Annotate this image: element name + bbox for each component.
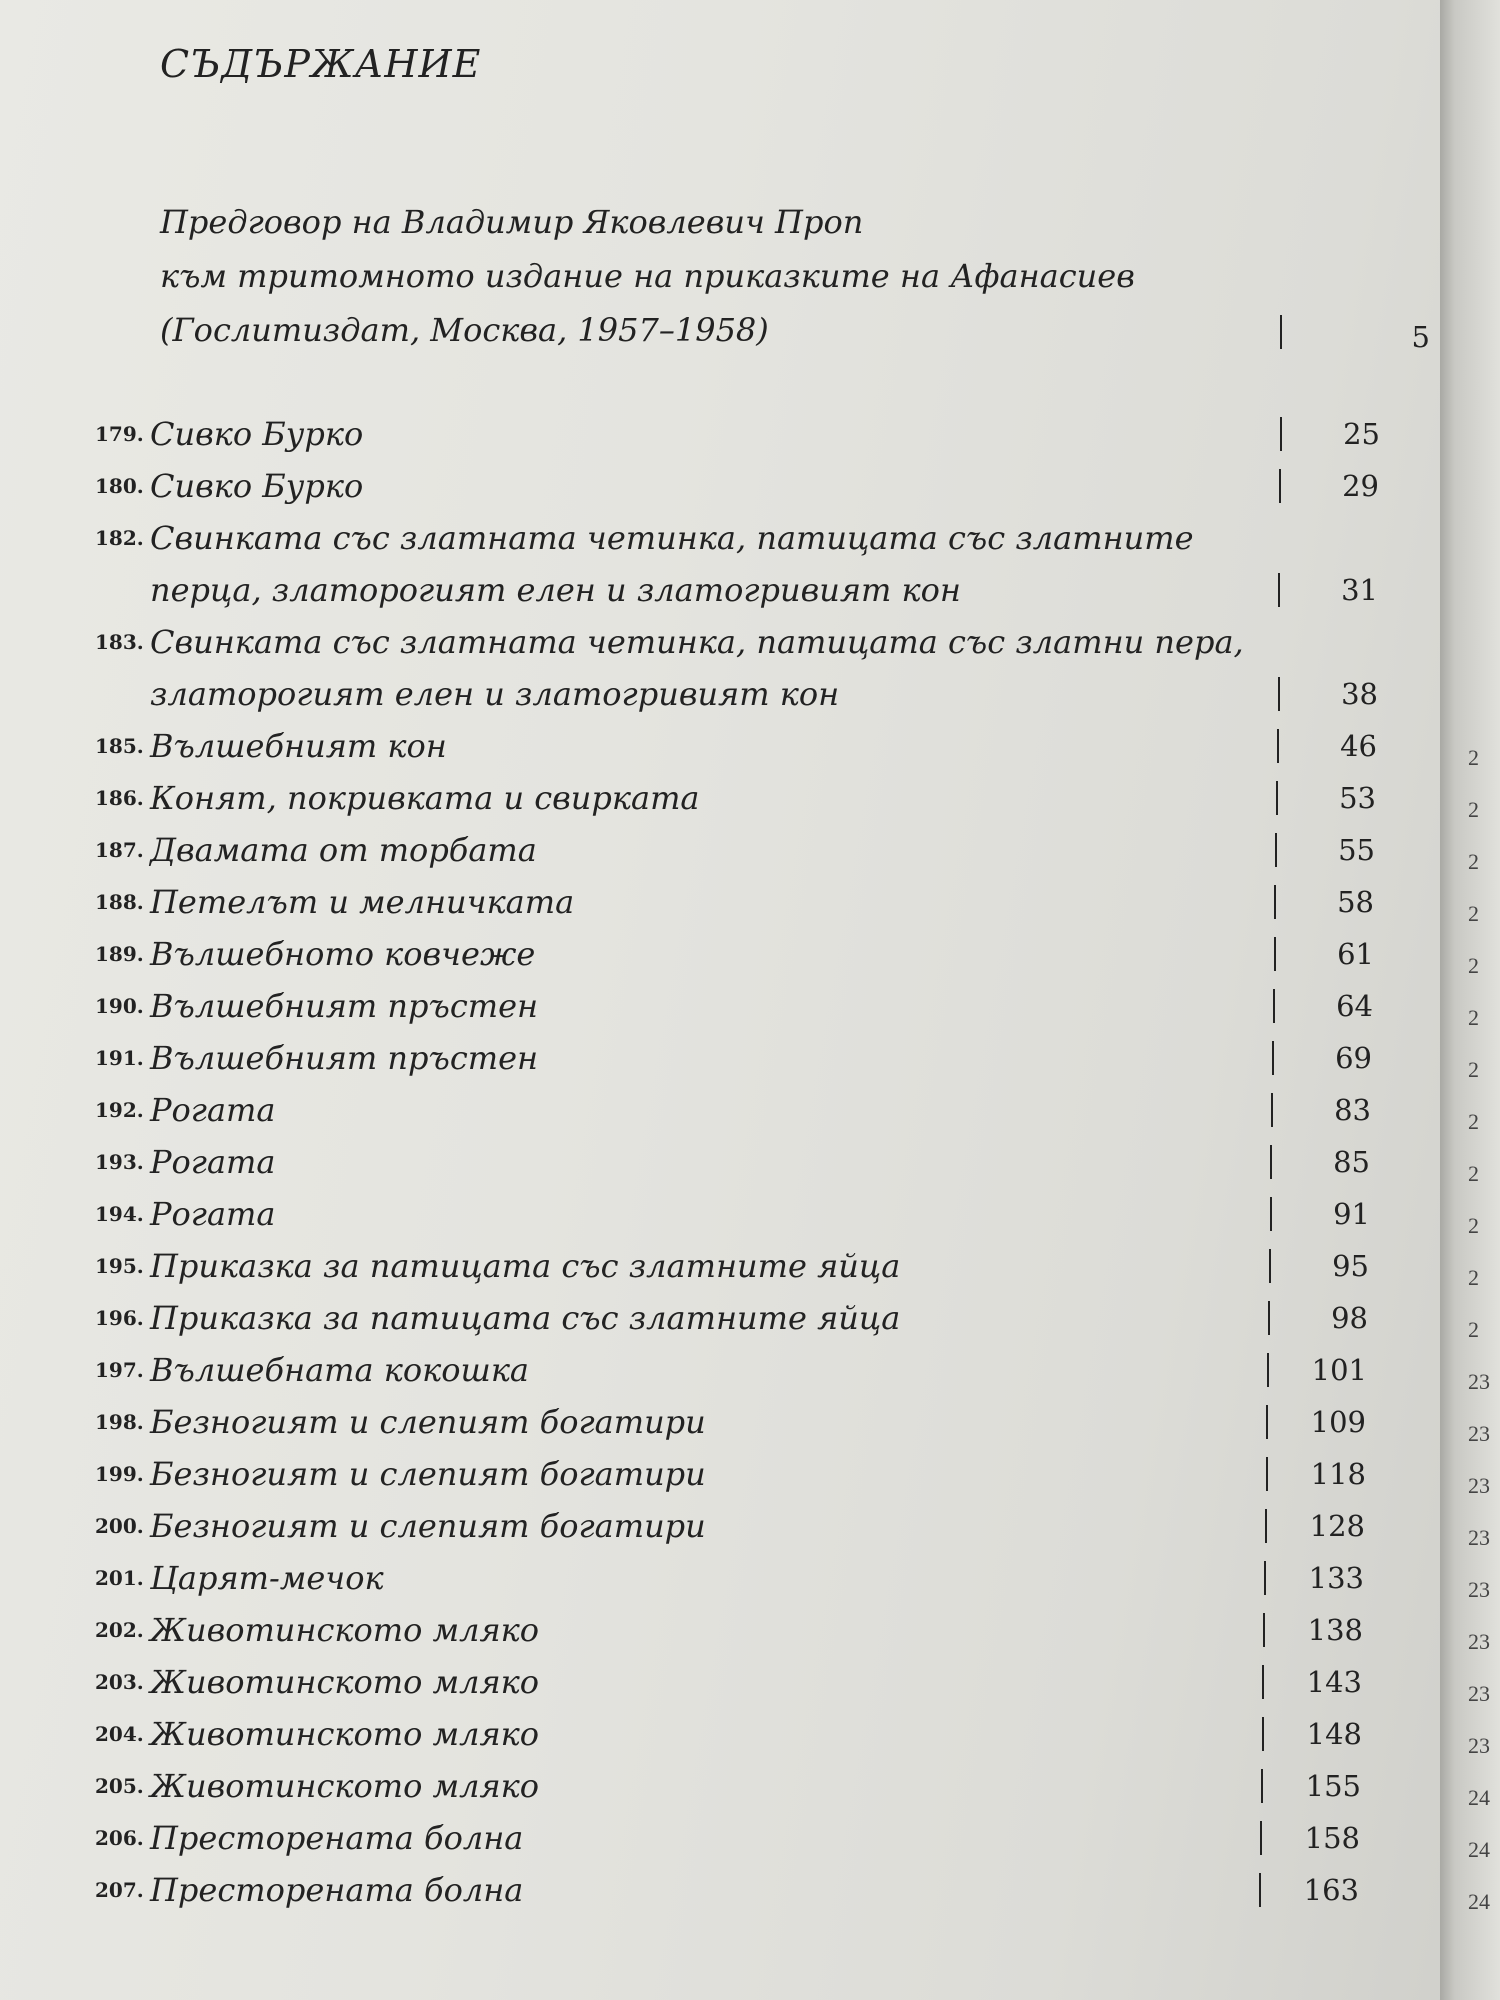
entry-number: 182. (95, 526, 144, 550)
page-separator (1273, 989, 1275, 1023)
toc-entry (0, 408, 1440, 460)
toc-entry (0, 980, 1440, 1032)
entry-title: Безногият и слепият богатири (150, 1455, 706, 1493)
toc-entry (0, 1344, 1440, 1396)
entry-title: Вълшебният пръстен (150, 1039, 539, 1077)
facing-page-number-fragment: 23 (1468, 1421, 1490, 1446)
entry-number: 197. (95, 1358, 144, 1382)
entry-number: 206. (95, 1826, 144, 1850)
entry-title-continued: перца, златорогият елен и златогривият кон (150, 571, 961, 609)
page-separator (1270, 1145, 1272, 1179)
entry-page-number: 85 (1333, 1145, 1370, 1179)
entry-number: 196. (95, 1306, 144, 1330)
entry-title: Двамата от торбата (150, 831, 537, 869)
facing-page-number-fragment: 2 (1468, 849, 1479, 874)
entry-page-number: 101 (1311, 1353, 1367, 1387)
entry-page-number: 163 (1303, 1873, 1359, 1907)
page-separator (1272, 1041, 1274, 1075)
entry-page-number: 83 (1334, 1093, 1371, 1127)
facing-page-number-fragment: 2 (1468, 1317, 1479, 1342)
entry-page-number: 133 (1308, 1561, 1364, 1595)
toc-entry (0, 824, 1440, 876)
facing-page-number-fragment: 2 (1468, 901, 1479, 926)
entry-title: Свинката със златната четинка, патицата със златните (150, 519, 1194, 557)
toc-entry (0, 1448, 1440, 1500)
entry-title: Сивко Бурко (150, 415, 364, 453)
toc-entry (0, 1864, 1440, 1916)
toc-entry (0, 1500, 1440, 1552)
entry-page-number: 29 (1342, 469, 1379, 503)
page-separator (1280, 417, 1282, 451)
facing-page-number-fragment: 2 (1468, 797, 1479, 822)
preface-line: към тритомното издание на приказките на Афанасиев (160, 257, 1135, 295)
entry-title: Приказка за патицата със златните яйца (150, 1247, 901, 1285)
entry-title: Приказка за патицата със златните яйца (150, 1299, 901, 1337)
entry-title: Животинското мляко (150, 1715, 540, 1753)
entry-title: Вълшебният кон (150, 727, 447, 765)
page-separator (1270, 1197, 1272, 1231)
entry-number: 189. (95, 942, 144, 966)
facing-page-number-fragment: 24 (1468, 1785, 1490, 1810)
page-separator (1260, 1821, 1262, 1855)
page-title: СЪДЪРЖАНИЕ (160, 42, 482, 86)
entry-page-number: 25 (1343, 417, 1380, 451)
page-separator (1275, 833, 1277, 867)
entry-page-number: 109 (1310, 1405, 1366, 1439)
preface-entry (160, 195, 1430, 357)
facing-page-number-fragment: 24 (1468, 1837, 1490, 1862)
entry-title: Животинското мляко (150, 1767, 540, 1805)
toc-entry (0, 1032, 1440, 1084)
page-separator (1276, 781, 1278, 815)
entry-page-number: 58 (1337, 885, 1374, 919)
page-separator (1269, 1249, 1271, 1283)
entry-title: Вълшебната кокошка (150, 1351, 529, 1389)
entry-title: Вълшебното ковчеже (150, 935, 536, 973)
facing-page-number-fragment: 23 (1468, 1629, 1490, 1654)
facing-page-number-fragment: 2 (1468, 953, 1479, 978)
preface-page-number: 5 (1411, 320, 1430, 354)
page-separator (1259, 1873, 1261, 1907)
entry-page-number: 46 (1340, 729, 1377, 763)
entry-title: Сивко Бурко (150, 467, 364, 505)
entry-page-number: 155 (1305, 1769, 1361, 1803)
toc-list (0, 408, 1440, 1916)
entry-page-number: 143 (1306, 1665, 1362, 1699)
entry-page-number: 69 (1335, 1041, 1372, 1075)
toc-entry (0, 772, 1440, 824)
entry-number: 186. (95, 786, 144, 810)
page-separator (1271, 1093, 1273, 1127)
preface-line: (Гослитиздат, Москва, 1957–1958) (160, 311, 769, 349)
entry-number: 201. (95, 1566, 144, 1590)
page-separator (1268, 1301, 1270, 1335)
entry-title-continued: златорогият елен и златогривият кон (150, 675, 840, 713)
page-separator (1280, 315, 1282, 349)
entry-number: 179. (95, 422, 144, 446)
entry-title: Безногият и слепият богатири (150, 1403, 706, 1441)
entry-number: 204. (95, 1722, 144, 1746)
entry-title: Конят, покривката и свирката (150, 779, 700, 817)
entry-number: 188. (95, 890, 144, 914)
entry-title: Животинското мляко (150, 1611, 540, 1649)
entry-title: Рогата (150, 1091, 276, 1129)
facing-page-number-fragment: 23 (1468, 1681, 1490, 1706)
facing-page-number-fragment: 2 (1468, 1161, 1479, 1186)
entry-number: 190. (95, 994, 144, 1018)
facing-page-number-fragment: 2 (1468, 1005, 1479, 1030)
entry-page-number: 98 (1331, 1301, 1368, 1335)
page-separator (1263, 1613, 1265, 1647)
toc-entry (0, 1708, 1440, 1760)
entry-title: Вълшебният пръстен (150, 987, 539, 1025)
entry-number: 202. (95, 1618, 144, 1642)
entry-page-number: 138 (1307, 1613, 1363, 1647)
facing-page-number-fragment: 23 (1468, 1473, 1490, 1498)
entry-page-number: 38 (1341, 677, 1378, 711)
entry-title: Безногият и слепият богатири (150, 1507, 706, 1545)
entry-page-number: 118 (1310, 1457, 1366, 1491)
page-separator (1274, 885, 1276, 919)
page-separator (1278, 573, 1280, 607)
facing-page-number-fragment: 2 (1468, 745, 1479, 770)
toc-entry (0, 720, 1440, 772)
entry-number: 205. (95, 1774, 144, 1798)
page-separator (1261, 1769, 1263, 1803)
entry-number: 200. (95, 1514, 144, 1538)
entry-title: Петелът и мелничката (150, 883, 575, 921)
facing-page-edge (1440, 0, 1500, 2000)
entry-title: Животинското мляко (150, 1663, 540, 1701)
page-separator (1277, 729, 1279, 763)
toc-entry (0, 1552, 1440, 1604)
entry-number: 187. (95, 838, 144, 862)
toc-entry (0, 1760, 1440, 1812)
entry-number: 192. (95, 1098, 144, 1122)
page-separator (1262, 1717, 1264, 1751)
entry-number: 185. (95, 734, 144, 758)
page-separator (1266, 1457, 1268, 1491)
facing-page-number-fragment: 23 (1468, 1525, 1490, 1550)
toc-entry (0, 1292, 1440, 1344)
entry-number: 193. (95, 1150, 144, 1174)
entry-number: 194. (95, 1202, 144, 1226)
toc-entry (0, 928, 1440, 980)
entry-page-number: 95 (1332, 1249, 1369, 1283)
page-separator (1278, 677, 1280, 711)
facing-page-number-fragment: 23 (1468, 1577, 1490, 1602)
page-separator (1265, 1509, 1267, 1543)
toc-entry (0, 460, 1440, 512)
entry-page-number: 64 (1336, 989, 1373, 1023)
page-separator (1274, 937, 1276, 971)
entry-page-number: 128 (1309, 1509, 1365, 1543)
page-separator (1266, 1405, 1268, 1439)
entry-page-number: 31 (1341, 573, 1378, 607)
entry-title: Царят-мечок (150, 1559, 384, 1597)
facing-page-number-fragment: 2 (1468, 1265, 1479, 1290)
entry-title: Престорената болна (150, 1819, 524, 1857)
entry-number: 199. (95, 1462, 144, 1486)
entry-page-number: 53 (1339, 781, 1376, 815)
toc-entry (0, 1396, 1440, 1448)
entry-page-number: 158 (1304, 1821, 1360, 1855)
page-separator (1267, 1353, 1269, 1387)
entry-page-number: 148 (1306, 1717, 1362, 1751)
page-separator (1264, 1561, 1266, 1595)
facing-page-number-fragment: 2 (1468, 1109, 1479, 1134)
toc-entry (0, 1136, 1440, 1188)
entry-page-number: 91 (1333, 1197, 1370, 1231)
facing-page-number-fragment: 2 (1468, 1213, 1479, 1238)
entry-title: Рогата (150, 1195, 276, 1233)
entry-title: Рогата (150, 1143, 276, 1181)
page-separator (1279, 469, 1281, 503)
toc-entry (0, 1604, 1440, 1656)
toc-entry (0, 1240, 1440, 1292)
entry-number: 207. (95, 1878, 144, 1902)
entry-number: 195. (95, 1254, 144, 1278)
preface-line: Предговор на Владимир Яковлевич Проп (160, 203, 864, 241)
entry-title: Свинката със златната четинка, патицата със златни пера, (150, 623, 1244, 661)
toc-entry (0, 512, 1440, 616)
toc-entry (0, 616, 1440, 720)
entry-number: 198. (95, 1410, 144, 1434)
toc-entry (0, 1188, 1440, 1240)
facing-page-number-fragment: 23 (1468, 1733, 1490, 1758)
toc-entry (0, 1812, 1440, 1864)
entry-page-number: 61 (1337, 937, 1374, 971)
entry-number: 180. (95, 474, 144, 498)
entry-number: 183. (95, 630, 144, 654)
facing-page-number-fragment: 23 (1468, 1369, 1490, 1394)
facing-page-number-fragment: 2 (1468, 1057, 1479, 1082)
facing-page-number-fragment: 24 (1468, 1889, 1490, 1914)
toc-entry (0, 1084, 1440, 1136)
page-separator (1262, 1665, 1264, 1699)
entry-page-number: 55 (1338, 833, 1375, 867)
entry-title: Престорената болна (150, 1871, 524, 1909)
entry-number: 191. (95, 1046, 144, 1070)
entry-number: 203. (95, 1670, 144, 1694)
toc-entry (0, 1656, 1440, 1708)
toc-entry (0, 876, 1440, 928)
